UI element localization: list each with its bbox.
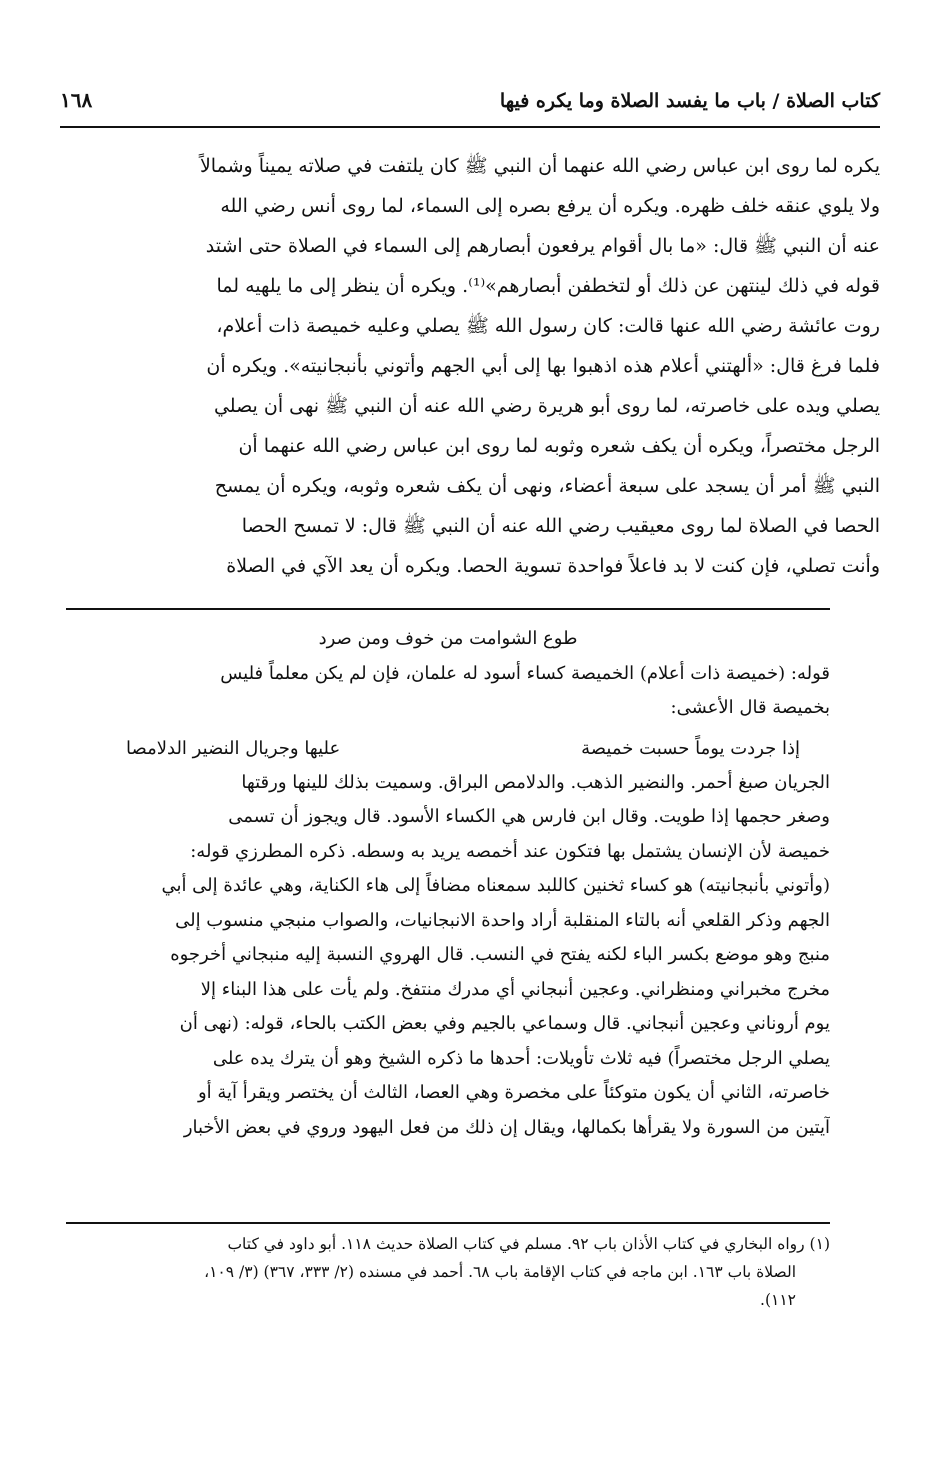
commentary-line: يوم أروناني وعجين أنبجاني. قال وسماعي بالجيم وفي بعض الكتب بالحاء، قوله: (نهى أن	[179, 1013, 830, 1034]
main-line: عنه أن النبي ﷺ قال: «ما بال أقوام يرفعون أبصارهم إلى السماء في الصلاة حتى اشتد	[205, 235, 880, 257]
running-header	[60, 86, 880, 128]
commentary-text	[66, 622, 830, 1145]
main-line: الحصا في الصلاة لما روى معيقيب رضي الله عنه أن النبي ﷺ قال: لا تمسح الحصا	[241, 515, 880, 537]
commentary-line: خاصرته، الثاني أن يكون متوكئاً على مخصرة وهي العصا، الثالث أن يختصر ويقرأ آية أو	[197, 1082, 830, 1103]
commentary-line: (وأتوني بأنبجانيته) هو كساء ثخنين كاللبد سمعناه مضافاً إلى هاء الكناية، وهي عائدة إلى أبي	[161, 875, 830, 896]
footnote-line: ١١٢).	[760, 1291, 796, 1309]
main-text	[60, 146, 880, 586]
footnote-divider	[66, 1222, 830, 1224]
main-line: ولا يلوي عنقه خلف ظهره. ويكره أن يرفع بصره إلى السماء، لما روى أنس رضي الله	[220, 195, 880, 217]
running-title: كتاب الصلاة / باب ما يفسد الصلاة وما يكره فيها	[499, 90, 880, 112]
commentary-top-line: طوع الشوامت من خوف ومن صرد	[318, 628, 578, 649]
footnote-line	[66, 1230, 830, 1258]
footnotes	[66, 1230, 830, 1314]
footnote-text: رواه البخاري في كتاب الأذان باب ٩٢. مسلم في كتاب الصلاة حديث ١١٨. أبو داود في كتاب	[227, 1235, 805, 1253]
main-line: فلما فرغ قال: «ألهتني أعلام هذه اذهبوا بها إلى أبي الجهم وأتوني بأنبجانيته». ويكره أن	[206, 355, 880, 377]
poetry-verse	[66, 726, 830, 766]
commentary-line: خميصة لأن الإنسان يشتمل بها فتكون عند أخمصه يريد به وسطه. ذكره المطرزي قوله:	[190, 840, 830, 862]
verse-first-hemistich: إذا جردت يوماً حسبت خميصة	[581, 737, 800, 759]
main-line: الرجل مختصراً، ويكره أن يكف شعره وثوبه لما روى ابن عباس رضي الله عنهما أن	[238, 435, 880, 457]
section-divider	[66, 608, 830, 610]
main-line: روت عائشة رضي الله عنها قالت: كان رسول الله ﷺ يصلي وعليه خميصة ذات أعلام،	[216, 315, 880, 337]
footnote-line: الصلاة باب ١٦٣. ابن ماجه في كتاب الإقامة باب ٦٨. أحمد في مسنده (٢/ ٣٣٣، ٣٦٧) (٣/ ١٠٩،	[204, 1263, 796, 1281]
page-number: ١٦٨	[60, 88, 93, 112]
commentary-line: منبج وهو موضع بكسر الباء لكنه يفتح في النسب. قال الهروي النسبة إليه منبجاني أخرجوه	[170, 944, 830, 965]
commentary-line: الجهم وذكر القلعي أنه بالتاء المنقلبة أراد واحدة الانبجانيات، والصواب منبجي منسوب إلى	[175, 909, 830, 931]
commentary-line: قوله: (خميصة ذات أعلام) الخميصة كساء أسود له علمان، فإن لم يكن معلماً فليس	[220, 662, 830, 684]
footnote-marker: (١)	[809, 1235, 830, 1253]
main-line: قوله في ذلك لينتهن عن ذلك أو لتخطفن أبصارهم»⁽¹⁾. ويكره أن ينظر إلى ما يلهيه لما	[216, 275, 880, 297]
commentary-line: يصلي الرجل مختصراً) فيه ثلاث تأويلات: أحدها ما ذكره الشيخ وهو أن يترك يده على	[212, 1047, 830, 1069]
commentary-line: الجريان صبغ أحمر. والنضير الذهب. والدلامص البراق. وسميت بذلك للينها ورقتها	[241, 771, 830, 793]
main-line: يصلي ويده على خاصرته، لما روى أبو هريرة رضي الله عنه أن النبي ﷺ نهى أن يصلي	[213, 395, 880, 417]
commentary-line: مخرج مخبراني ومنظراني. وعجين أنبجاني أي مدرك منتفخ. ولم يأت على هذا البناء إلا	[200, 978, 830, 1000]
commentary-line: بخميصة قال الأعشى:	[670, 697, 830, 718]
commentary-line: وصغر حجمها إذا طويت. وقال ابن فارس هي الكساء الأسود. قال ويجوز أن تسمى	[228, 806, 830, 827]
main-line: يكره لما روى ابن عباس رضي الله عنهما أن النبي ﷺ كان يلتفت في صلاته يميناً وشمالاً	[199, 155, 880, 177]
verse-second-hemistich: عليها وجريال النضير الدلامصا	[126, 737, 341, 759]
main-line: النبي ﷺ أمر أن يسجد على سبعة أعضاء، ونهى أن يكف شعره وثوبه، ويكره أن يمسح	[214, 475, 880, 497]
main-line: وأنت تصلي، فإن كنت لا بد فاعلاً فواحدة تسوية الحصا. ويكره أن يعد الآي في الصلاة	[226, 555, 880, 577]
commentary-line: آيتين من السورة ولا يقرأها بكمالها، ويقال إن ذلك من فعل اليهود وروي في بعض الأخبار	[183, 1116, 830, 1138]
